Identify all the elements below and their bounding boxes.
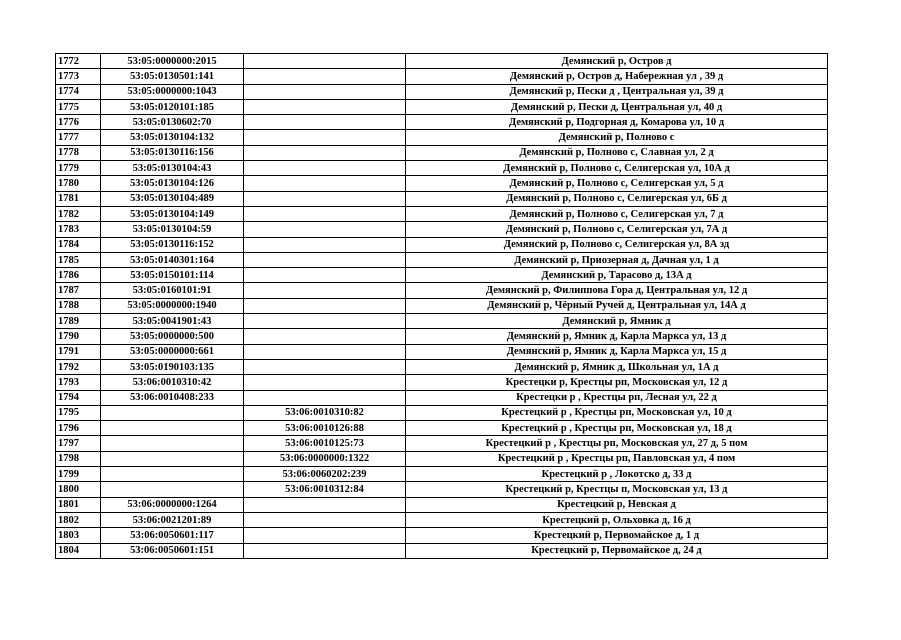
table-row (56, 314, 828, 329)
cadastral-number-cell: 53:05:0000000:1043 (101, 84, 244, 99)
cadastral-number-alt-cell: 53:06:0010310:82 (244, 405, 406, 420)
row-number-cell: 1787 (56, 283, 101, 298)
cadastral-number-cell: 53:06:0050601:151 (101, 543, 244, 558)
row-number-cell: 1797 (56, 436, 101, 451)
table-row (56, 115, 828, 130)
table-row (56, 222, 828, 237)
table-row (56, 482, 828, 497)
cadastral-number-cell: 53:05:0041901:43 (101, 314, 244, 329)
cadastral-number-alt-cell: 53:06:0010312:84 (244, 482, 406, 497)
address-cell: Крестецкий р , Крестцы рп, Павловская ул, 4 пом (406, 451, 828, 466)
address-cell: Демянский р, Пески д , Центральная ул, 39 д (406, 84, 828, 99)
address-cell: Демянский р, Подгорная д, Комарова ул, 10 д (406, 115, 828, 130)
row-number-cell: 1784 (56, 237, 101, 252)
address-cell: Демянский р, Полново с, Селигерская ул, 7А д (406, 222, 828, 237)
table-row (56, 145, 828, 160)
row-number-cell: 1803 (56, 528, 101, 543)
cadastral-number-cell: 53:05:0130602:70 (101, 115, 244, 130)
address-cell: Демянский р, Полново с, Селигерская ул, 7 д (406, 206, 828, 221)
table-row (56, 451, 828, 466)
row-number-cell: 1801 (56, 497, 101, 512)
row-number-cell: 1789 (56, 314, 101, 329)
cadastral-number-alt-cell (244, 359, 406, 374)
table-row (56, 436, 828, 451)
cadastral-number-cell: 53:05:0000000:2015 (101, 54, 244, 69)
cadastral-number-cell (101, 482, 244, 497)
row-number-cell: 1772 (56, 54, 101, 69)
address-cell: Крестецкий р, Первомайское д, 1 д (406, 528, 828, 543)
registry-table-body (56, 54, 828, 559)
cadastral-number-alt-cell (244, 329, 406, 344)
cadastral-number-cell: 53:05:0130104:59 (101, 222, 244, 237)
table-row (56, 252, 828, 267)
address-cell: Демянский р, Полново с, Селигерская ул, 10А д (406, 161, 828, 176)
cadastral-number-alt-cell (244, 528, 406, 543)
cadastral-number-alt-cell: 53:06:0060202:239 (244, 467, 406, 482)
table-row (56, 497, 828, 512)
row-number-cell: 1781 (56, 191, 101, 206)
table-row (56, 237, 828, 252)
row-number-cell: 1800 (56, 482, 101, 497)
address-cell: Крестецки р , Крестцы рп, Лесная ул, 22 д (406, 390, 828, 405)
row-number-cell: 1792 (56, 359, 101, 374)
address-cell: Демянский р, Ямник д (406, 314, 828, 329)
cadastral-number-alt-cell (244, 99, 406, 114)
row-number-cell: 1795 (56, 405, 101, 420)
cadastral-number-cell: 53:05:0000000:500 (101, 329, 244, 344)
table-row (56, 268, 828, 283)
table-row (56, 283, 828, 298)
address-cell: Крестецки р, Крестцы рп, Московская ул, 12 д (406, 375, 828, 390)
table-row (56, 421, 828, 436)
cadastral-number-cell (101, 451, 244, 466)
address-cell: Демянский р, Ямник д, Карла Маркса ул, 15 д (406, 344, 828, 359)
cadastral-number-cell: 53:05:0190103:135 (101, 359, 244, 374)
address-cell: Демянский р, Приозерная д, Дачная ул, 1 д (406, 252, 828, 267)
cadastral-number-cell: 53:05:0130104:149 (101, 206, 244, 221)
cadastral-number-cell: 53:06:0010408:233 (101, 390, 244, 405)
row-number-cell: 1802 (56, 512, 101, 527)
cadastral-number-cell: 53:05:0140301:164 (101, 252, 244, 267)
row-number-cell: 1773 (56, 69, 101, 84)
address-cell: Демянский р, Полново с, Славная ул, 2 д (406, 145, 828, 160)
cadastral-number-alt-cell (244, 497, 406, 512)
cadastral-number-cell: 53:05:0000000:1940 (101, 298, 244, 313)
address-cell: Демянский р, Пески д, Центральная ул, 40 д (406, 99, 828, 114)
cadastral-number-alt-cell (244, 206, 406, 221)
cadastral-number-cell: 53:05:0160101:91 (101, 283, 244, 298)
row-number-cell: 1774 (56, 84, 101, 99)
address-cell: Демянский р, Филиппова Гора д, Центральная ул, 12 д (406, 283, 828, 298)
cadastral-number-alt-cell (244, 252, 406, 267)
row-number-cell: 1779 (56, 161, 101, 176)
cadastral-number-cell: 53:05:0130104:489 (101, 191, 244, 206)
row-number-cell: 1776 (56, 115, 101, 130)
cadastral-number-cell: 53:05:0130104:126 (101, 176, 244, 191)
cadastral-number-alt-cell (244, 512, 406, 527)
row-number-cell: 1786 (56, 268, 101, 283)
cadastral-number-alt-cell (244, 283, 406, 298)
table-row (56, 130, 828, 145)
row-number-cell: 1780 (56, 176, 101, 191)
address-cell: Крестецкий р, Первомайское д, 24 д (406, 543, 828, 558)
address-cell: Крестецкий р, Невская д (406, 497, 828, 512)
cadastral-number-alt-cell: 53:06:0000000:1322 (244, 451, 406, 466)
address-cell: Демянский р, Остров д (406, 54, 828, 69)
table-row (56, 375, 828, 390)
address-cell: Крестецкий р , Крестцы рп, Московская ул, 18 д (406, 421, 828, 436)
row-number-cell: 1796 (56, 421, 101, 436)
row-number-cell: 1777 (56, 130, 101, 145)
cadastral-number-alt-cell (244, 54, 406, 69)
address-cell: Демянский р, Остров д, Набережная ул , 39 д (406, 69, 828, 84)
row-number-cell: 1799 (56, 467, 101, 482)
cadastral-number-cell: 53:05:0120101:185 (101, 99, 244, 114)
table-row (56, 405, 828, 420)
cadastral-number-alt-cell (244, 191, 406, 206)
cadastral-number-alt-cell (244, 130, 406, 145)
cadastral-number-cell (101, 436, 244, 451)
cadastral-number-alt-cell: 53:06:0010126:88 (244, 421, 406, 436)
address-cell: Крестецкий р , Локотско д, 33 д (406, 467, 828, 482)
address-cell: Демянский р, Полново с, Селигерская ул, 5 д (406, 176, 828, 191)
cadastral-number-cell: 53:05:0000000:661 (101, 344, 244, 359)
row-number-cell: 1782 (56, 206, 101, 221)
cadastral-number-cell: 53:06:0021201:89 (101, 512, 244, 527)
table-row (56, 344, 828, 359)
cadastral-number-alt-cell (244, 344, 406, 359)
address-cell: Демянский р, Ямник д, Карла Маркса ул, 13 д (406, 329, 828, 344)
table-row (56, 329, 828, 344)
address-cell: Крестецкий р , Крестцы рп, Московская ул, 27 д, 5 пом (406, 436, 828, 451)
row-number-cell: 1783 (56, 222, 101, 237)
cadastral-number-alt-cell (244, 84, 406, 99)
cadastral-number-alt-cell (244, 390, 406, 405)
cadastral-number-cell: 53:05:0150101:114 (101, 268, 244, 283)
address-cell: Крестецкий р , Крестцы рп, Московская ул, 10 д (406, 405, 828, 420)
table-row (56, 84, 828, 99)
cadastral-number-alt-cell (244, 375, 406, 390)
cadastral-number-alt-cell (244, 298, 406, 313)
cadastral-number-alt-cell: 53:06:0010125:73 (244, 436, 406, 451)
row-number-cell: 1778 (56, 145, 101, 160)
address-cell: Демянский р, Полново с, Селигерская ул, 8А зд (406, 237, 828, 252)
cadastral-number-cell: 53:06:0000000:1264 (101, 497, 244, 512)
cadastral-number-alt-cell (244, 237, 406, 252)
table-row (56, 206, 828, 221)
cadastral-number-cell: 53:05:0130501:141 (101, 69, 244, 84)
table-row (56, 176, 828, 191)
cadastral-number-cell: 53:05:0130104:43 (101, 161, 244, 176)
cadastral-number-cell (101, 467, 244, 482)
cadastral-number-cell (101, 405, 244, 420)
cadastral-number-cell: 53:06:0050601:117 (101, 528, 244, 543)
row-number-cell: 1785 (56, 252, 101, 267)
table-row (56, 359, 828, 374)
row-number-cell: 1790 (56, 329, 101, 344)
cadastral-number-alt-cell (244, 176, 406, 191)
cadastral-number-alt-cell (244, 69, 406, 84)
address-cell: Демянский р, Полново с, Селигерская ул, 6Б д (406, 191, 828, 206)
table-row (56, 512, 828, 527)
cadastral-number-alt-cell (244, 543, 406, 558)
table-row (56, 161, 828, 176)
cadastral-number-alt-cell (244, 145, 406, 160)
cadastral-number-alt-cell (244, 268, 406, 283)
row-number-cell: 1804 (56, 543, 101, 558)
cadastral-number-alt-cell (244, 222, 406, 237)
table-row (56, 543, 828, 558)
table-row (56, 390, 828, 405)
table-row (56, 467, 828, 482)
cadastral-number-cell: 53:05:0130116:152 (101, 237, 244, 252)
table-row (56, 54, 828, 69)
cadastral-number-alt-cell (244, 115, 406, 130)
row-number-cell: 1791 (56, 344, 101, 359)
cadastral-number-cell: 53:05:0130104:132 (101, 130, 244, 145)
registry-table (55, 53, 828, 559)
row-number-cell: 1788 (56, 298, 101, 313)
address-cell: Крестецкий р, Ольховка д, 16 д (406, 512, 828, 527)
address-cell: Крестецкий р, Крестцы п, Московская ул, 13 д (406, 482, 828, 497)
cadastral-number-cell (101, 421, 244, 436)
table-row (56, 191, 828, 206)
address-cell: Демянский р, Ямник д, Школьная ул, 1А д (406, 359, 828, 374)
table-row (56, 99, 828, 114)
row-number-cell: 1793 (56, 375, 101, 390)
cadastral-number-cell: 53:06:0010310:42 (101, 375, 244, 390)
address-cell: Демянский р, Полново с (406, 130, 828, 145)
cadastral-number-alt-cell (244, 314, 406, 329)
address-cell: Демянский р, Чёрный Ручей д, Центральная ул, 14А д (406, 298, 828, 313)
table-row (56, 528, 828, 543)
address-cell: Демянский р, Тарасово д, 13А д (406, 268, 828, 283)
cadastral-number-cell: 53:05:0130116:156 (101, 145, 244, 160)
row-number-cell: 1798 (56, 451, 101, 466)
table-row (56, 298, 828, 313)
row-number-cell: 1775 (56, 99, 101, 114)
cadastral-number-alt-cell (244, 161, 406, 176)
row-number-cell: 1794 (56, 390, 101, 405)
table-row (56, 69, 828, 84)
